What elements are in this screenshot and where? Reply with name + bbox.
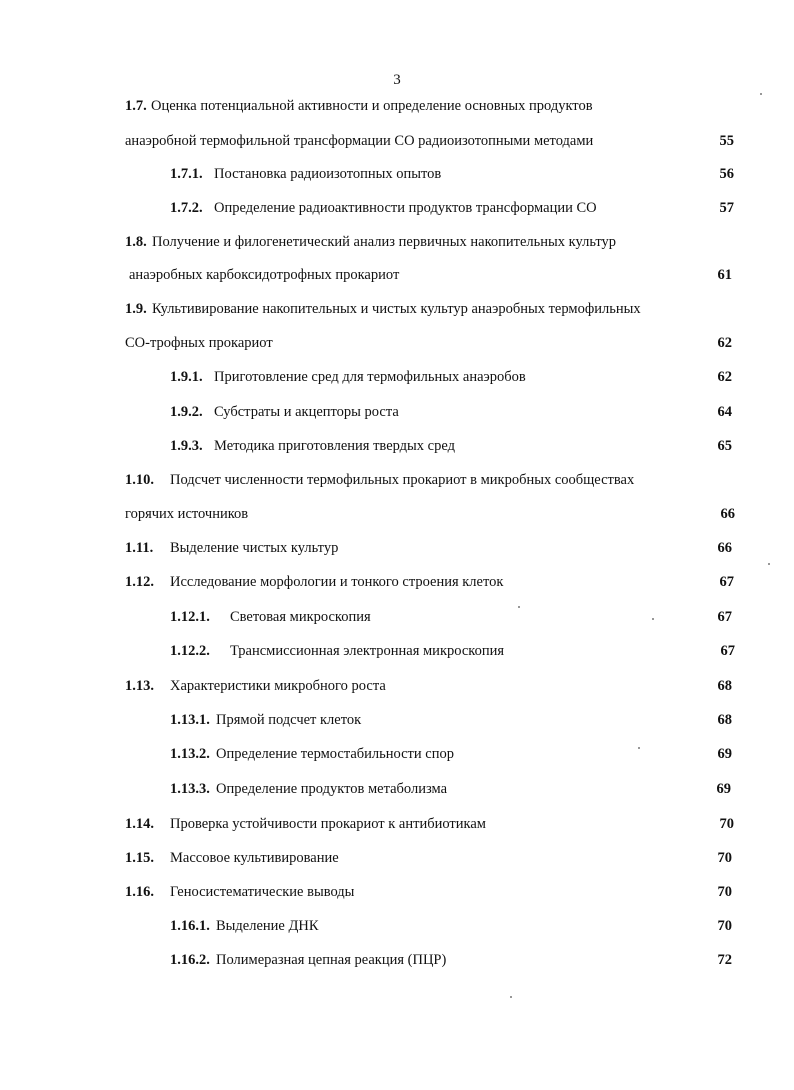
toc-title: Трансмиссионная электронная микроскопия (230, 643, 505, 659)
toc-entry-1-8-cont (0, 264, 794, 286)
toc-page: 68 (717, 712, 732, 728)
toc-title: Постановка радиоизотопных опытов (214, 166, 442, 182)
toc-page: 70 (717, 918, 732, 934)
toc-entry-1-7-1 (0, 163, 794, 185)
toc-entry-1-8 (0, 231, 794, 253)
scan-speck (638, 747, 640, 749)
toc-title: СО-трофных прокариот (125, 335, 273, 351)
toc-entry-1-10 (0, 469, 794, 491)
scan-speck (518, 606, 520, 608)
toc-entry-1-9-1 (0, 366, 794, 388)
toc-title: Подсчет численности термофильных прокариот в микробных сообществах (170, 472, 635, 488)
toc-page: 62 (717, 335, 732, 351)
scan-speck (768, 563, 770, 565)
toc-number: 1.9.2. (170, 404, 203, 420)
toc-entry-1-16-2 (0, 949, 794, 971)
toc-title: Проверка устойчивости прокариот к антибиотикам (170, 816, 486, 832)
toc-title: Получение и филогенетический анализ первичных накопительных культур (152, 234, 617, 250)
toc-entry-1-7-cont (0, 130, 794, 152)
toc-page: 55 (719, 133, 734, 149)
toc-title: Полимеразная цепная реакция (ПЦР) (216, 952, 447, 968)
toc-number: 1.12.1. (170, 609, 210, 625)
toc-page: 69 (716, 781, 731, 797)
toc-number: 1.7.2. (170, 200, 203, 216)
toc-title: Выделение чистых культур (170, 540, 339, 556)
toc-entry-1-9-3 (0, 435, 794, 457)
toc-number: 1.11. (125, 540, 154, 556)
toc-entry-1-13 (0, 675, 794, 697)
toc-title: Методика приготовления твердых сред (214, 438, 455, 454)
toc-page: 67 (717, 609, 732, 625)
toc-number: 1.7. (125, 98, 147, 114)
toc-page: 67 (719, 574, 734, 590)
toc-title: Субстраты и акцепторы роста (214, 404, 399, 420)
toc-entry-1-16 (0, 881, 794, 903)
toc-entry-1-12-1 (0, 606, 794, 628)
toc-title: Массовое культивирование (170, 850, 339, 866)
toc-number: 1.13.3. (170, 781, 210, 797)
toc-page: 65 (717, 438, 732, 454)
toc-entry-1-13-1 (0, 709, 794, 731)
toc-page: 69 (717, 746, 732, 762)
toc-number: 1.12. (125, 574, 154, 590)
toc-number: 1.13. (125, 678, 154, 694)
toc-page: 64 (717, 404, 732, 420)
toc-page: 67 (720, 643, 735, 659)
toc-title: Выделение ДНК (216, 918, 319, 934)
toc-number: 1.8. (125, 234, 147, 250)
toc-page: 72 (717, 952, 732, 968)
toc-page: 56 (719, 166, 734, 182)
toc-entry-1-13-3 (0, 778, 794, 800)
toc-entry-1-7-2 (0, 197, 794, 219)
toc-title: анаэробной термофильной трансформации СО радиоизотопными методами (125, 133, 594, 149)
toc-number: 1.9. (125, 301, 147, 317)
toc-title: Определение продуктов метаболизма (216, 781, 448, 797)
toc-number: 1.16.1. (170, 918, 210, 934)
toc-page: 70 (717, 884, 732, 900)
toc-number: 1.10. (125, 472, 154, 488)
toc-number: 1.9.3. (170, 438, 203, 454)
scan-speck (510, 996, 512, 998)
toc-entry-1-9 (0, 298, 794, 320)
toc-title: Геносистематические выводы (170, 884, 355, 900)
toc-entry-1-9-2 (0, 401, 794, 423)
toc-number: 1.13.2. (170, 746, 210, 762)
toc-title: Световая микроскопия (230, 609, 371, 625)
toc-number: 1.12.2. (170, 643, 210, 659)
toc-page: 70 (717, 850, 732, 866)
toc-title: Характеристики микробного роста (170, 678, 386, 694)
toc-title: Прямой подсчет клеток (216, 712, 362, 728)
toc-title: анаэробных карбоксидотрофных прокариот (129, 267, 400, 283)
toc-page: 61 (717, 267, 732, 283)
toc-page: 57 (719, 200, 734, 216)
toc-entry-1-10-cont (0, 503, 794, 525)
toc-number: 1.15. (125, 850, 154, 866)
toc-title: Оценка потенциальной активности и определение основных продуктов (151, 98, 593, 114)
toc-entry-1-11 (0, 537, 794, 559)
toc-page: 66 (717, 540, 732, 556)
toc-entry-1-12 (0, 571, 794, 593)
toc-page: 66 (720, 506, 735, 522)
toc-number: 1.14. (125, 816, 154, 832)
toc-entry-1-9-cont (0, 332, 794, 354)
toc-number: 1.7.1. (170, 166, 203, 182)
toc-number: 1.16.2. (170, 952, 210, 968)
toc-title: Культивирование накопительных и чистых культур анаэробных термофильных (152, 301, 641, 317)
toc-title: горячих источников (125, 506, 249, 522)
toc-number: 1.13.1. (170, 712, 210, 728)
scan-speck (652, 618, 654, 620)
page-number: 3 (393, 72, 401, 88)
toc-number: 1.16. (125, 884, 154, 900)
toc-title: Исследование морфологии и тонкого строения клеток (170, 574, 504, 590)
toc-title: Определение радиоактивности продуктов трансформации СО (214, 200, 597, 216)
toc-entry-1-12-2 (0, 640, 794, 662)
toc-number: 1.9.1. (170, 369, 203, 385)
toc-title: Определение термостабильности спор (216, 746, 454, 762)
toc-page: 68 (717, 678, 732, 694)
toc-page: 70 (719, 816, 734, 832)
toc-title: Приготовление сред для термофильных анаэробов (214, 369, 526, 385)
toc-entry-1-7 (0, 95, 794, 117)
toc-entry-1-15 (0, 847, 794, 869)
toc-entry-1-13-2 (0, 743, 794, 765)
toc-entry-1-16-1 (0, 915, 794, 937)
toc-page: 62 (717, 369, 732, 385)
scan-speck (760, 93, 762, 95)
toc-entry-1-14 (0, 813, 794, 835)
